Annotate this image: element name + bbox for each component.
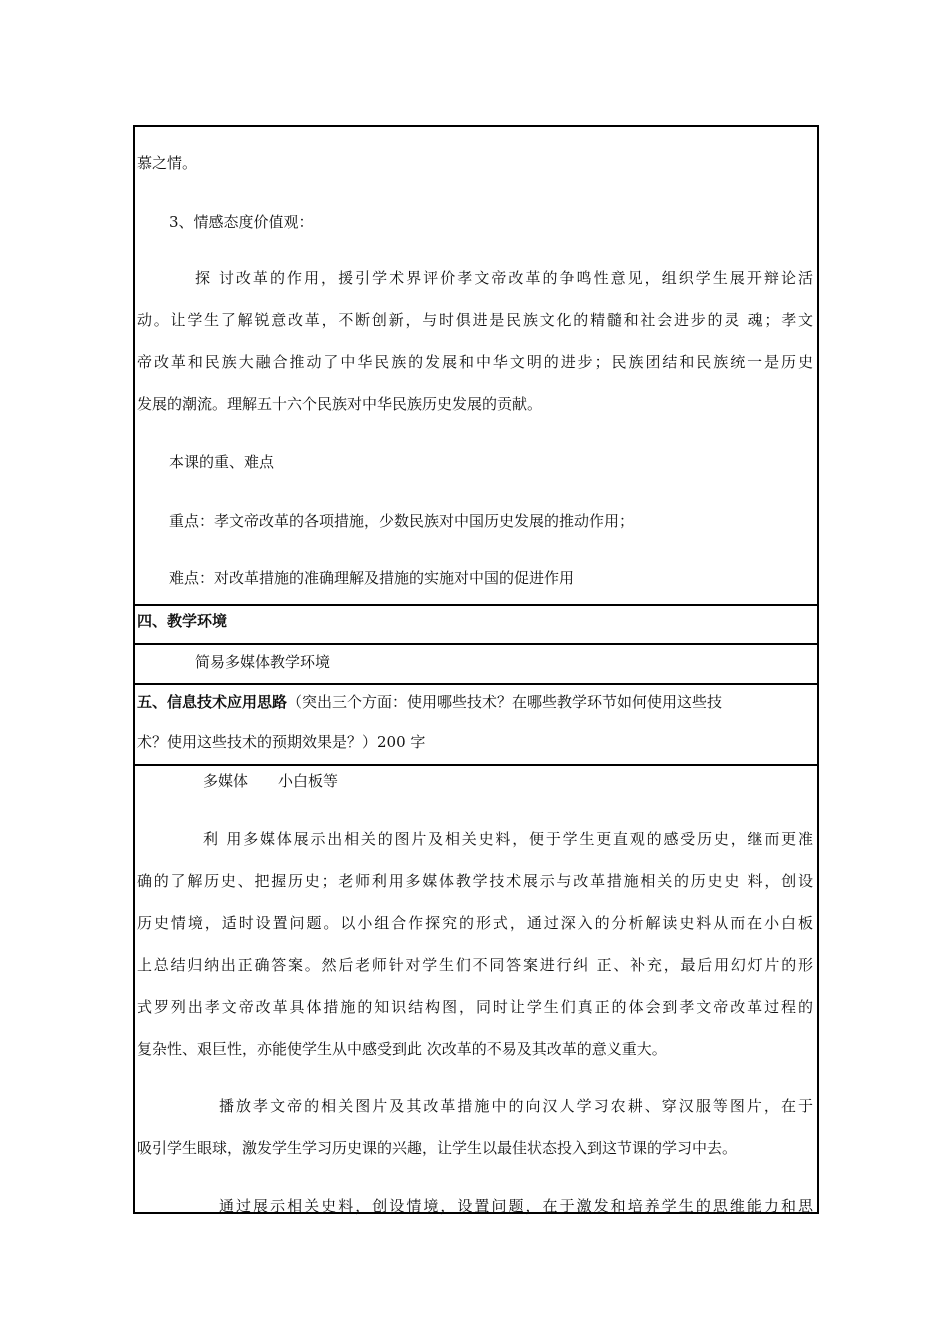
section-subtitle-line2: 术？使用这些技术的预期效果是？）200 字 bbox=[137, 733, 426, 751]
paragraph-line: 利 用多媒体展示出相关的图片及相关史料，便于学生更直观的感受历史，继而更准 bbox=[203, 830, 813, 848]
paragraph-line: 确的了解历史、把握历史；老师利用多媒体教学技术展示与改革措施相关的历史史 料，创设 bbox=[137, 872, 813, 890]
it-application-content-row bbox=[135, 764, 817, 1216]
paragraph-line: 通过展示相关史料，创设情境，设置问题，在于激发和培养学生的思维能力和思 bbox=[219, 1197, 813, 1215]
lesson-plan-table bbox=[133, 125, 819, 1214]
section-title: 五、信息技术应用思路 bbox=[137, 693, 288, 711]
paragraph-line: 播放孝文帝的相关图片及其改革措施中的向汉人学习农耕、穿汉服等图片，在于 bbox=[219, 1097, 813, 1115]
key-points-title: 本课的重、难点 bbox=[169, 453, 275, 471]
section-title-line bbox=[137, 692, 813, 712]
difficult-point-text: 难点：对改革措施的准确理解及措施的实施对中国的促进作用 bbox=[169, 569, 575, 587]
section-title: 四、教学环境 bbox=[137, 612, 228, 630]
paragraph-line: 复杂性、艰巨性，亦能使学生从中感受到此 次改革的不易及其改革的意义重大。 bbox=[137, 1040, 667, 1058]
paragraph-line: 吸引学生眼球，激发学生学习历史课的兴趣，让学生以最佳状态投入到这节课的学习中去。 bbox=[137, 1139, 738, 1157]
continued-text: 慕之情。 bbox=[137, 154, 198, 172]
key-point-text: 重点：孝文帝改革的各项措施，少数民族对中国历史发展的推动作用； bbox=[169, 512, 635, 530]
emotion-attitude-cell bbox=[135, 127, 817, 604]
teaching-environment-header-row bbox=[135, 604, 817, 643]
paragraph-line: 动。让学生了解锐意改革，不断创新，与时俱进是民族文化的精髓和社会进步的灵 魂；孝文 bbox=[137, 311, 813, 329]
paragraph-line: 历史情境，适时设置问题。以小组合作探究的形式，通过深入的分析解读史料从而在小白板 bbox=[137, 914, 813, 932]
paragraph-line: 上总结归纳出正确答案。然后老师针对学生们不同答案进行纠 正、补充，最后用幻灯片的形 bbox=[137, 956, 813, 974]
paragraph-line: 式罗列出孝文帝改革具体措施的知识结构图，同时让学生们真正的体会到孝文帝改革过程的 bbox=[137, 998, 813, 1016]
teaching-environment-content-row bbox=[135, 643, 817, 683]
emotion-heading: 3、情感态度价值观： bbox=[169, 213, 314, 231]
paragraph-line: 发展的潮流。理解五十六个民族对中华民族历史发展的贡献。 bbox=[137, 395, 543, 413]
environment-text: 简易多媒体教学环境 bbox=[195, 653, 331, 671]
paragraph-line: 帝改革和民族大融合推动了中华民族的发展和中华文明的进步；民族团结和民族统一是历史 bbox=[137, 353, 813, 371]
it-application-header-row bbox=[135, 683, 817, 764]
paragraph-line: 探 讨改革的作用，援引学术界评价孝文帝改革的争鸣性意见，组织学生展开辩论活 bbox=[195, 269, 813, 287]
section-subtitle: （突出三个方面：使用哪些技术？在哪些教学环节如何使用这些技 bbox=[287, 693, 723, 711]
tools-text: 多媒体 小白板等 bbox=[203, 772, 339, 790]
